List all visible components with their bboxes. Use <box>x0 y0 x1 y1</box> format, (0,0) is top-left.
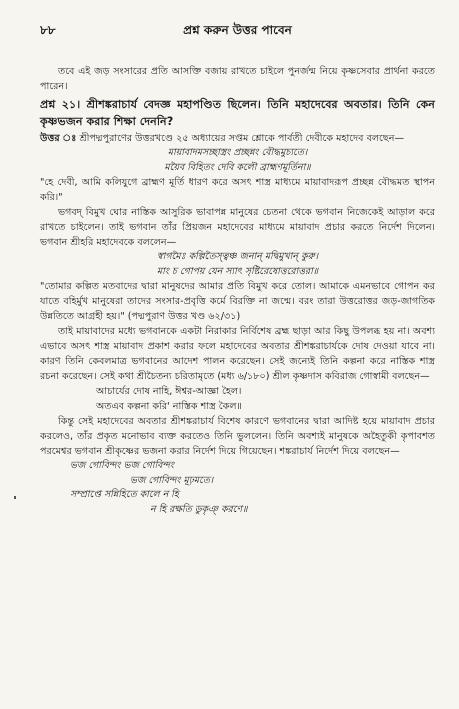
running-title: প্রশ্ন করুন উত্তর পাবেন <box>183 23 292 37</box>
page-number: ৮৮ <box>40 23 56 37</box>
page-header <box>40 22 435 40</box>
verse-4-line-3: সম্প্রাপ্তে সন্নিহিতে কালে ন হি <box>70 489 179 500</box>
paragraph-2: ভগবদ্‌ বিমুখ ঘোর নাস্তিক আসুরিক ভাবাপন্ন মানুষের চেতনা থেকে ভগবান নিজেকেই আড়াল করে রাখতে চাইলেন। তাই ভগবান তাঁর প্রিয়জন মহাদেবের মাধ্যমে মায়াবাদ প্রচার করতে নির্দেশ দিলেন। ভগবান শ্রীহরি মহাদেবকে বললেন— <box>40 207 435 248</box>
verse-1-line-2: ময়ৈব বিহিতং দেবি কলৌ ব্রাহ্মণমূর্তিনা॥ <box>164 161 311 173</box>
verse-3-line-2: অতএব কল্পনা করি' নাস্তিক শাস্ত্র কৈল॥ <box>96 401 242 412</box>
answer-intro: শ্রীপদ্মপুরাণের উত্তরখণ্ডে ২৫ অধ্যায়ের সপ্তম শ্লোকে পার্বতী দেবীকে মহাদেব বলছেন— <box>79 133 405 144</box>
question-block <box>40 96 435 130</box>
verse-4-line-4: ন হি রক্ষতি ডুকৃঞ্ করণে॥ <box>150 503 248 515</box>
answer-label: উত্তর ঃ <box>40 133 77 144</box>
translation-2: "তোমার কল্পিত মতবাদের দ্বারা মানুষদের আমার প্রতি বিমুখ করে তোল। আমাকে এমনভাবে গোপন কর যাতে বহির্মুখ মানুষেরা তাদের সংসার-প্রবৃত্তি কর্মে বিরক্তি না জন্মে। বরং তারা উত্তরোত্তর জড়-জাগতিক উন্নতিতে আগ্রহী হয়।" (পদ্মপুরাণ উত্তর খণ্ড ৬২/৩১) <box>40 281 435 322</box>
question-text: শ্রীশঙ্করাচার্য বেদজ্ঞ মহাপণ্ডিত ছিলেন। তিনি মহাদেবের অবতার। তিনি কেন কৃষ্ণভজন করার শিক্ষা দেননি? <box>40 98 435 128</box>
paragraph-3: তাই মায়াবাদের মধ্যে ভগবানকে একটা নিরাকার নির্বিশেষ ব্রহ্ম ছাড়া আর কিছু উপলব্ধ হয় না। অবশ্য এভাবে অসৎ শাস্ত্র মায়াবাদ প্রকাশ করার ফলে মহাদেবের অবতার শ্রীশঙ্করাচার্যকে দোষ দেওয়া যাবে না। কারণ তিনি কেবলমাত্র ভগবানের আদেশ পালন করেছেন। সেই জন্যেই তিনি কল্পনা করে নাস্তিক শাস্ত্র রচনা করেছেন। সেই কথা শ্রীচৈতন্য চরিতামৃতে (মধ্য ৬/১৮০) শ্রীল কৃষ্ণদাস কবিরাজ গোস্বামী বলছেন— <box>40 326 435 382</box>
verse-4-line-2: ভজ গোবিন্দং মূঢ়মতে। <box>130 474 214 486</box>
question-label: প্রশ্ন ২১। <box>40 98 81 111</box>
intro-paragraph: তবে এই জড় সংসারের প্রতি আসক্তি বজায় রাখতে চাইলে পুনর্জন্ম নিয়ে কৃষ্ণসেবার প্রার্থনা করতে পারেন। <box>40 66 435 92</box>
verse-1-line-1: মায়াবাদমসচ্ছাস্ত্রং প্রচ্ছন্নং বৌদ্ধমুচ্যতে। <box>167 147 308 158</box>
margin-mark <box>14 496 16 499</box>
page-body <box>40 64 435 517</box>
verse-4-line-1: ভজ গোবিন্দং ভজ গোবিন্দং <box>70 460 174 471</box>
verse-2-line-1: স্বাগমৈঃ কল্পিতৈস্ত্বঞ্চ জনান্‌ মদ্বিমুখান্‌ কুরু। <box>156 251 319 262</box>
answer-intro-block <box>40 131 435 146</box>
paragraph-4: কিন্তু সেই মহাদেবের অবতার শ্রীশঙ্করাচার্য বিশেষ কারণে ভগবানের দ্বারা আদিষ্ট হয়ে মায়াবাদ প্রচার করলেও, তাঁর প্রকৃত মনোভাব ব্যক্ত করতেও তিনি ভুললেন। তিনি অবশ্যই মানুষকে অহৈতুকী কৃপাবশত পরমেশ্বর ভগবান শ্রীকৃষ্ণের ভজনা করার নির্দেশ দিয়ে গিয়েছেন। শঙ্করাচার্য নির্দেশ দিয়ে বলছেন— <box>40 416 435 457</box>
verse-3-line-1: আচার্যের দোষ নাহি, ঈশ্বর-আজ্ঞা হৈল। <box>96 386 242 397</box>
verse-2-line-2: মাং চ গোপয় যেন স্যাৎ সৃষ্টিরেষোত্তরোত্তরা॥ <box>156 265 319 277</box>
translation-1: "হে দেবী, আমি কলিযুগে ব্রাহ্মণ মূর্তি ধারণ করে অসৎ শাস্ত্র মাধ্যমে মায়াবাদরূপ প্রচ্ছন্ন বৌদ্ধমত স্থাপন করি।" <box>40 177 435 203</box>
